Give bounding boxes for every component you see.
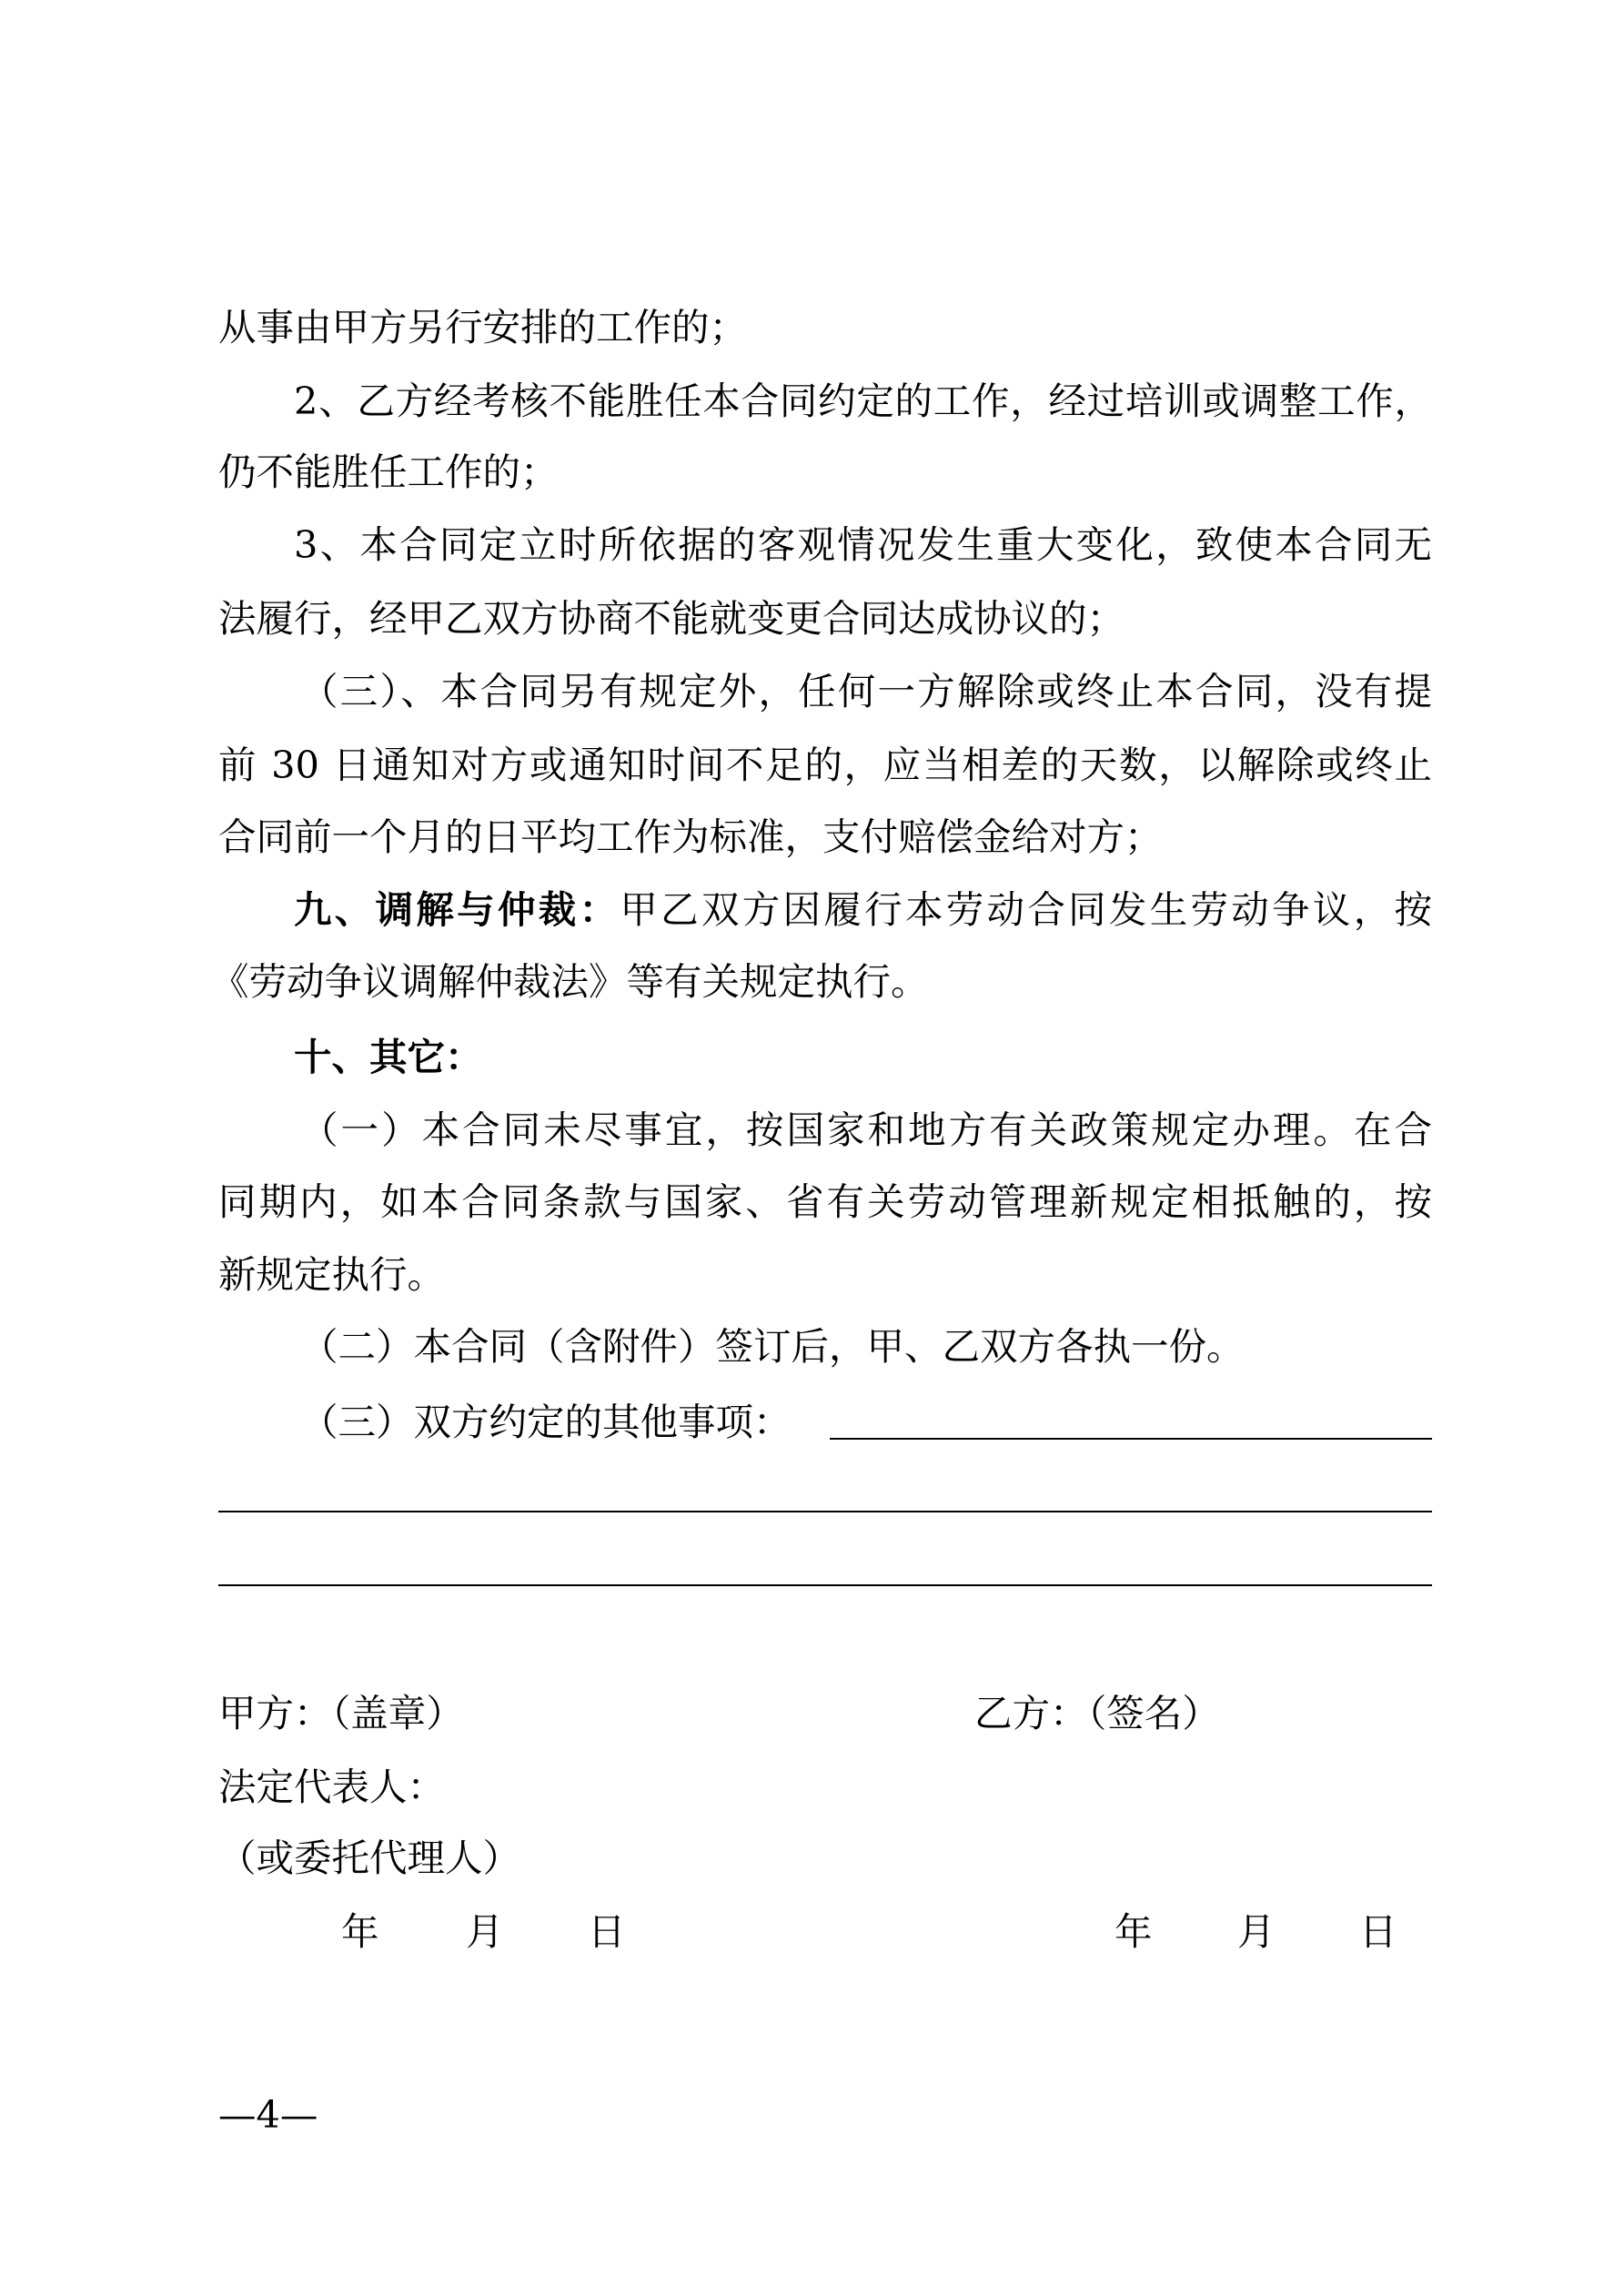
legal-representative-label: 法定代表人： [218,1765,446,1809]
body-line: 3、本合同定立时所依据的客观情况发生重大变化，致使本合同无 [294,522,1432,567]
article-10-line: （一）本合同未尽事宜，按国家和地方有关政策规定办理。在合 [300,1108,1432,1152]
article-9-text: 甲乙双方因履行本劳动合同发生劳动争议，按 [620,887,1432,932]
party-b-month: 月 [1237,1909,1276,1954]
article-10-line: 同期内，如本合同条款与国家、省有关劳动管理新规定相抵触的，按 [218,1179,1432,1224]
body-line: 法履行，经甲乙双方协商不能就变更合同达成协议的； [218,596,1125,641]
party-a-month: 月 [466,1909,504,1954]
article-9-text-cont: 《劳动争议调解仲裁法》等有关规定执行。 [211,959,929,1004]
article-9-heading: 九、调解与仲裁： [294,887,620,932]
body-line: 合同前一个月的日平均工作为标准，支付赔偿金给对方； [218,814,1163,859]
article-10-line: 新规定执行。 [218,1252,446,1297]
body-line: 前 30 日通知对方或通知时间不足的，应当相差的天数，以解除或终止 [218,743,1432,787]
article-10-heading: 十、其它： [294,1035,483,1079]
party-b-day: 日 [1359,1909,1397,1954]
article-9-line [294,874,1432,946]
page-number: —4— [218,2092,318,2137]
party-a-year: 年 [341,1909,379,1954]
body-line: 2、乙方经考核不能胜任本合同约定的工作，经过培训或调整工作， [294,379,1432,423]
party-b-year: 年 [1115,1909,1153,1954]
body-line: 仍不能胜任工作的； [218,450,559,494]
blank-line [218,1511,1432,1512]
article-10-line: （三）双方约定的其他事项： [300,1400,792,1444]
body-line: （三）、本合同另有规定外，任何一方解除或终止本合同，没有提 [300,669,1432,713]
agent-label: （或委托代理人） [218,1836,521,1880]
blank-line [218,1584,1432,1586]
party-b-signature-label: 乙方：（签名） [974,1691,1220,1735]
party-a-day: 日 [588,1909,626,1954]
body-line: 从事由甲方另行安排的工作的； [218,305,748,349]
blank-line [830,1438,1432,1440]
article-10-line: （二）本合同（含附件）签订后，甲、乙双方各执一份。 [300,1324,1245,1369]
party-a-seal-label: 甲方：（盖章） [218,1691,464,1735]
